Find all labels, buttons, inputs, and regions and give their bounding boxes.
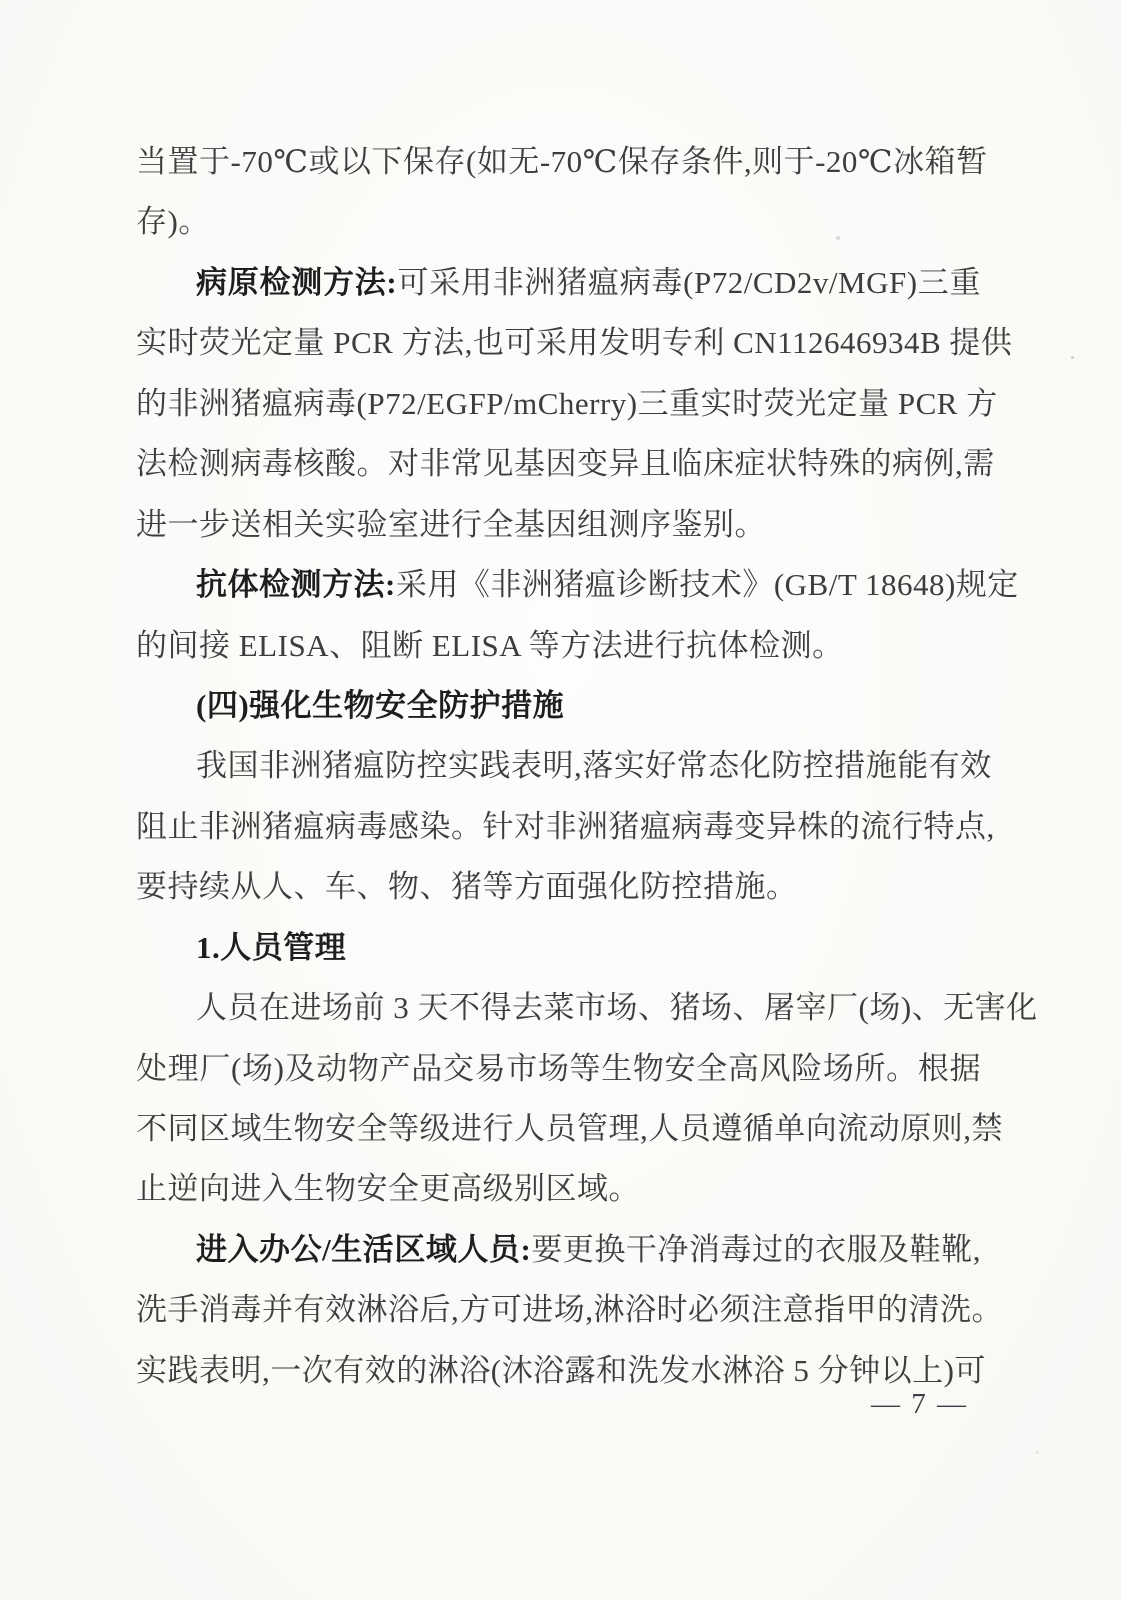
text-segment: 当置于-70℃或以下保存(如无-70℃保存条件,则于-20℃冰箱暂 [136, 144, 988, 179]
text-segment: 要持续从人、车、物、猪等方面强化防控措施。 [136, 869, 798, 905]
text-line [136, 978, 1038, 1038]
text-segment: 实践表明,一次有效的淋浴(沐浴露和洗发水淋浴 5 分钟以上)可 [136, 1352, 986, 1388]
text-segment: 存)。 [136, 204, 210, 240]
text-line [136, 1039, 981, 1099]
text-line [136, 132, 988, 192]
text-line [136, 1220, 981, 1280]
text-line [136, 313, 1013, 373]
page-number: — 7 — [871, 1388, 968, 1420]
text-line [136, 434, 995, 494]
text-line [136, 918, 981, 978]
text-segment: 人员在进场前 3 天不得去菜市场、猪场、屠宰厂(场)、无害化 [196, 990, 1038, 1026]
text-segment: 进一步送相关实验室进行全基因组测序鉴别。 [136, 506, 766, 542]
text-segment: 要更换干净消毒过的衣服及鞋靴, [531, 1231, 981, 1267]
text-line [136, 1341, 986, 1401]
text-segment: 进入办公/生活区域人员: [196, 1231, 532, 1267]
text-segment: 止逆向进入生物安全更高级别区域。 [136, 1171, 640, 1207]
text-segment: 不同区域生物安全等级进行人员管理,人员遵循单向流动原则,禁 [136, 1111, 1003, 1146]
text-line [136, 797, 995, 857]
text-line [136, 555, 1019, 615]
scan-speck [1071, 356, 1074, 359]
text-segment: 我国非洲猪瘟防控实践表明,落实好常态化防控措施能有效 [196, 748, 992, 784]
text-line [136, 616, 981, 676]
text-segment: 法检测病毒核酸。对非常见基因变异且临床症状特殊的病例,需 [136, 446, 995, 482]
text-line [136, 676, 981, 736]
text-segment: 采用《非洲猪瘟诊断技术》(GB/T 18648)规定 [395, 567, 1019, 603]
text-line [136, 374, 998, 434]
text-segment: 实时荧光定量 PCR 方法,也可采用发明专利 CN112646934B 提供 [136, 325, 1013, 361]
text-segment: 阻止非洲猪瘟病毒感染。针对非洲猪瘟病毒变异株的流行特点, [136, 808, 995, 844]
text-segment: 的非洲猪瘟病毒(P72/EGFP/mCherry)三重实时荧光定量 PCR 方 [136, 385, 998, 421]
text-line [136, 1099, 1003, 1159]
text-line [136, 253, 981, 313]
text-segment: 可采用非洲猪瘟病毒(P72/CD2v/MGF)三重 [397, 264, 981, 300]
text-line [136, 736, 992, 796]
scan-speck [1036, 1451, 1039, 1454]
text-line [136, 192, 981, 252]
document-body [136, 132, 1038, 1401]
text-segment: 病原检测方法: [196, 264, 398, 300]
text-segment: 处理厂(场)及动物产品交易市场等生物安全高风险场所。根据 [136, 1050, 981, 1086]
text-line [136, 495, 981, 555]
text-segment: (四)强化生物安全防护措施 [196, 687, 565, 723]
text-segment: 洗手消毒并有效淋浴后,方可进场,淋浴时必须注意指甲的清洗。 [136, 1292, 1003, 1328]
text-segment: 的间接 ELISA、阻断 ELISA 等方法进行抗体检测。 [136, 627, 844, 663]
text-segment: 抗体检测方法: [196, 567, 396, 603]
text-line [136, 857, 981, 917]
text-segment: 1.人员管理 [196, 929, 347, 965]
text-line [136, 1159, 981, 1219]
text-line [136, 1280, 1003, 1340]
scan-speck [836, 236, 840, 240]
